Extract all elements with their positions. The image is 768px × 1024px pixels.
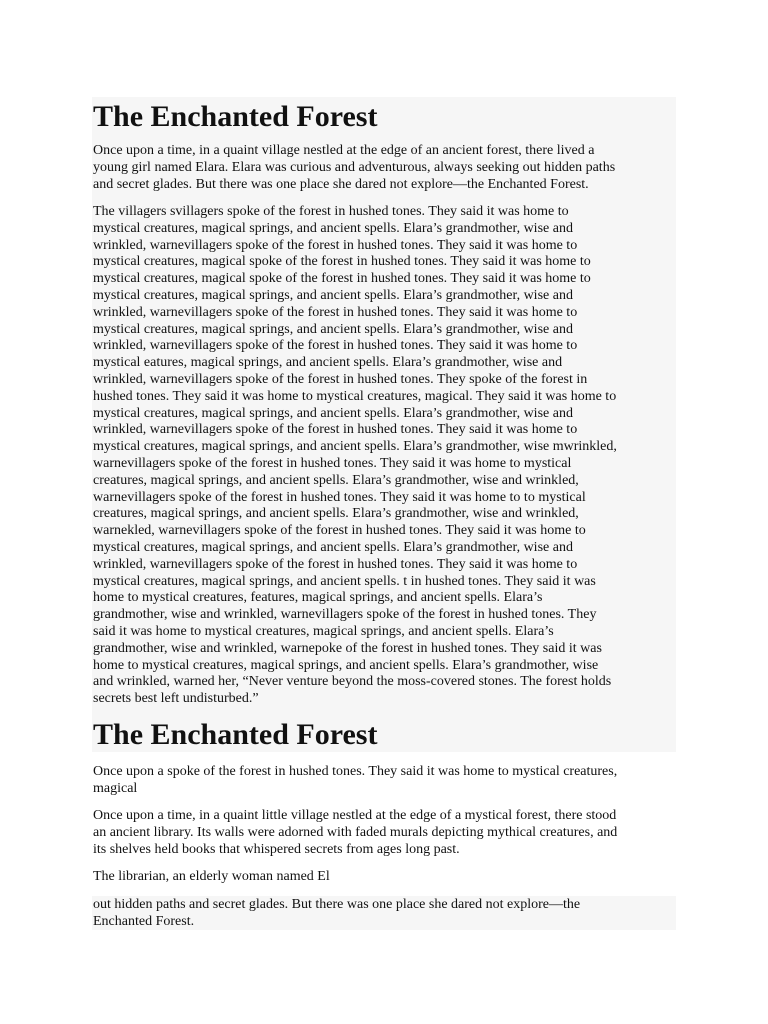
text-line: grandmother, wise and wrinkled, warnepoke of the forest in hushed tones. They said it was — [93, 640, 602, 656]
text-line: warnevillagers spoke of the forest in hushed tones. They said it was home to mystical — [93, 455, 572, 471]
text-line: wrinkled, warnevillagers spoke of the forest in hushed tones. They said it was home to — [93, 556, 578, 572]
section-2-paragraph-2 — [93, 808, 683, 858]
text-line: wrinkled, warnevillagers spoke of the forest in hushed tones. They said it was home to — [93, 237, 578, 253]
text-line: wrinkled, warnevillagers spoke of the forest in hushed tones. They said it was home to — [93, 422, 578, 438]
text-line: and wrinkled, warned her, “Never venture beyond the moss-covered stones. The forest holds — [93, 674, 612, 690]
section-2-paragraph-1 — [93, 764, 683, 798]
text-line: its shelves held books that whispered secrets from ages long past. — [93, 841, 460, 857]
text-line: mystical creatures, magical springs, and ancient spells. Elara’s grandmother, wise and — [93, 321, 573, 337]
section-2-paragraph-4 — [93, 897, 683, 931]
text-line: mystical creatures, magical springs, and ancient spells. Elara’s grandmother, wise and — [93, 220, 573, 236]
section-1-paragraph-1 — [93, 143, 683, 193]
text-line: wrinkled, warnevillagers spoke of the forest in hushed tones. They said it was home to — [93, 338, 578, 354]
text-line: grandmother, wise and wrinkled, warnevillagers spoke of the forest in hushed tones. They — [93, 607, 597, 623]
text-line: and secret glades. But there was one place she dared not explore—the Enchanted Forest. — [93, 176, 589, 192]
text-line: home to mystical creatures, magical springs, and ancient spells. Elara’s grandmother, wise — [93, 657, 599, 673]
text-line: secrets best left undisturbed.” — [93, 691, 259, 707]
text-line: hushed tones. They said it was home to mystical creatures, magical. They said it was home to — [93, 388, 617, 404]
text-line: Once upon a time, in a quaint village nestled at the edge of an ancient forest, there lived a — [93, 143, 595, 158]
text-line: mystical creatures, magical springs, and ancient spells. Elara’s grandmother, wise mwrinkled, — [93, 439, 617, 455]
text-line: out hidden paths and secret glades. But there was one place she dared not explore—the — [93, 897, 581, 912]
text-line: creatures, magical springs, and ancient spells. Elara’s grandmother, wise and wrinkled, — [93, 472, 579, 488]
text-line: mystical creatures, magical springs, and ancient spells. Elara’s grandmother, wise and — [93, 539, 573, 555]
text-line: mystical creatures, magical spoke of the forest in hushed tones. They said it was home to — [93, 254, 591, 270]
section-1-heading: The Enchanted Forest — [93, 100, 378, 133]
text-line: magical — [93, 780, 138, 796]
text-line: mystical creatures, magical spoke of the forest in hushed tones. They said it was home to — [93, 271, 591, 287]
section-2-heading: The Enchanted Forest — [93, 718, 378, 751]
text-line: home to mystical creatures, features, magical springs, and ancient spells. Elara’s — [93, 590, 543, 606]
section-1-paragraph-2 — [93, 204, 683, 708]
text-line: Enchanted Forest. — [93, 913, 195, 929]
text-line: young girl named Elara. Elara was curious and adventurous, always seeking out hidden paths — [93, 159, 616, 175]
text-line: warnekled, warnevillagers spoke of the forest in hushed tones. They said it was home to — [93, 523, 586, 539]
text-line: mystical creatures, magical springs, and ancient spells. Elara’s grandmother, wise and — [93, 287, 573, 303]
section-2-paragraph-3 — [93, 869, 683, 886]
text-line: wrinkled, warnevillagers spoke of the forest in hushed tones. They said it was home to — [93, 304, 578, 320]
text-line: The librarian, an elderly woman named El — [93, 869, 330, 884]
text-line: The villagers svillagers spoke of the forest in hushed tones. They said it was home to — [93, 204, 569, 219]
text-line: creatures, magical springs, and ancient spells. Elara’s grandmother, wise and wrinkled, — [93, 506, 579, 522]
text-line: warnevillagers spoke of the forest in hushed tones. They said it was home to to mystical — [93, 489, 586, 505]
text-line: mystical eatures, magical springs, and ancient spells. Elara’s grandmother, wise and — [93, 355, 563, 371]
text-line: said it was home to mystical creatures, magical springs, and ancient spells. Elara’s — [93, 623, 554, 639]
text-line: wrinkled, warnevillagers spoke of the forest in hushed tones. They spoke of the forest in — [93, 371, 588, 387]
text-line: Once upon a spoke of the forest in hushed tones. They said it was home to mystical creatures, — [93, 764, 618, 779]
text-line: mystical creatures, magical springs, and ancient spells. Elara’s grandmother, wise and — [93, 405, 573, 421]
text-line: Once upon a time, in a quaint little village nestled at the edge of a mystical forest, there stood — [93, 808, 617, 823]
text-line: an ancient library. Its walls were adorned with faded murals depicting mythical creatures, and — [93, 824, 618, 840]
text-line: mystical creatures, magical springs, and ancient spells. t in hushed tones. They said it was — [93, 573, 596, 589]
